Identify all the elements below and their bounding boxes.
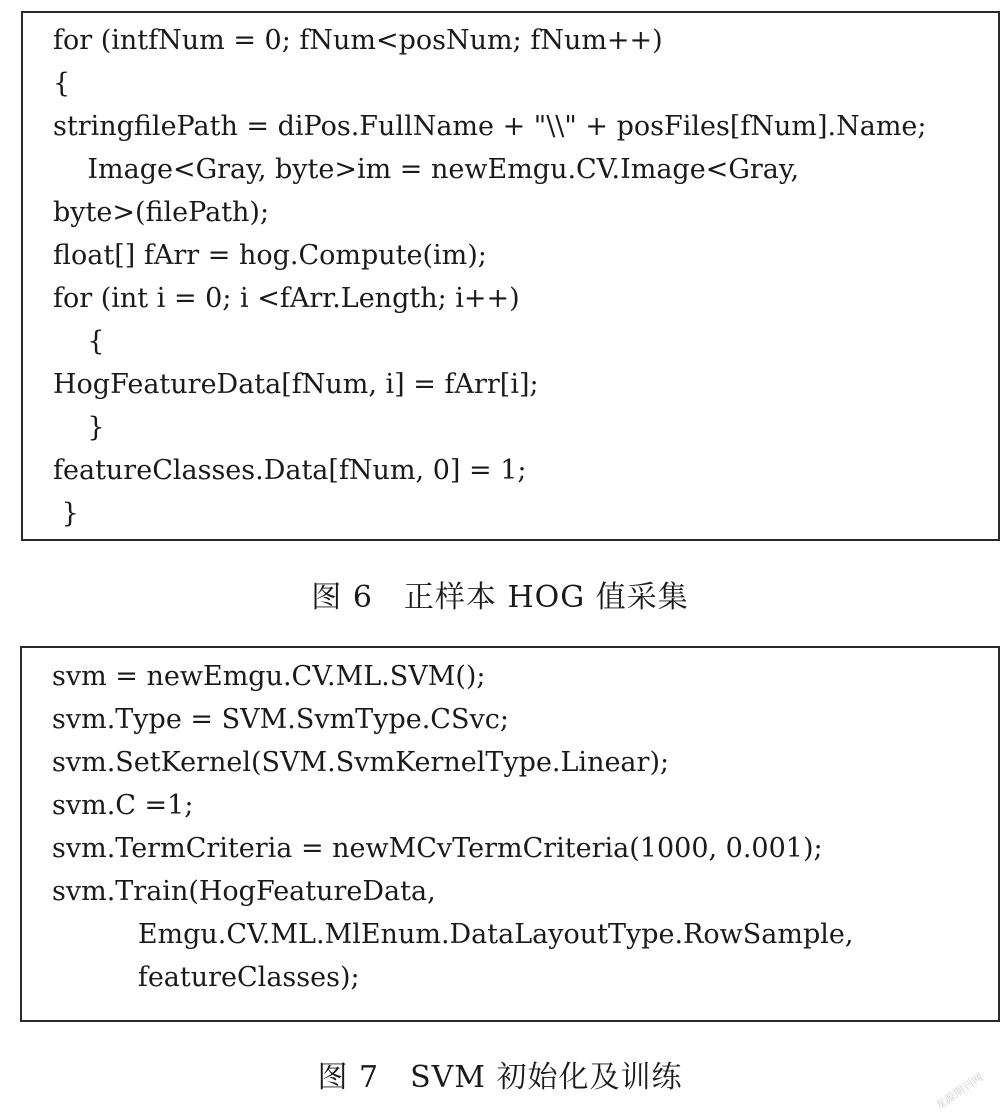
code-line: }: [53, 498, 79, 529]
code-line: svm.TermCriteria = newMCvTermCriteria(1000, 0.001);: [52, 833, 823, 864]
code-line: svm.C =1;: [52, 790, 194, 821]
code-line: HogFeatureData[fNum, i] = fArr[i];: [53, 369, 539, 400]
code-line: svm.Type = SVM.SvmType.CSvc;: [52, 704, 509, 735]
code-line: Image<Gray, byte>im = newEmgu.CV.Image<Gray,: [53, 154, 800, 185]
watermark: 龙源期刊网: [932, 1070, 986, 1113]
code-line: featureClasses);: [52, 962, 360, 993]
code-line: for (intfNum = 0; fNum<posNum; fNum++): [53, 25, 663, 56]
code-block-figure-6: [21, 11, 1000, 541]
figure-6-caption: 图 6 正样本 HOG 值采集: [311, 580, 689, 615]
code-line: for (int i = 0; i <fArr.Length; i++): [53, 283, 520, 314]
code-line: featureClasses.Data[fNum, 0] = 1;: [53, 455, 527, 486]
code-line: svm = newEmgu.CV.ML.SVM();: [52, 661, 486, 692]
code-line: }: [53, 412, 105, 443]
code-line: byte>(filePath);: [53, 197, 270, 228]
code-block-figure-7: [20, 646, 1000, 1022]
code-line: {: [53, 326, 105, 357]
code-line: svm.Train(HogFeatureData,: [52, 876, 436, 907]
code-line: {: [53, 68, 71, 99]
figure-7-caption: 图 7 SVM 初始化及训练: [317, 1060, 683, 1095]
code-line: Emgu.CV.ML.MlEnum.DataLayoutType.RowSample,: [52, 919, 854, 950]
code-line: svm.SetKernel(SVM.SvmKernelType.Linear);: [52, 747, 670, 778]
code-line: float[] fArr = hog.Compute(im);: [53, 240, 487, 271]
code-line: stringfilePath = diPos.FullName + "\\" + posFiles[fNum].Name;: [53, 111, 927, 142]
